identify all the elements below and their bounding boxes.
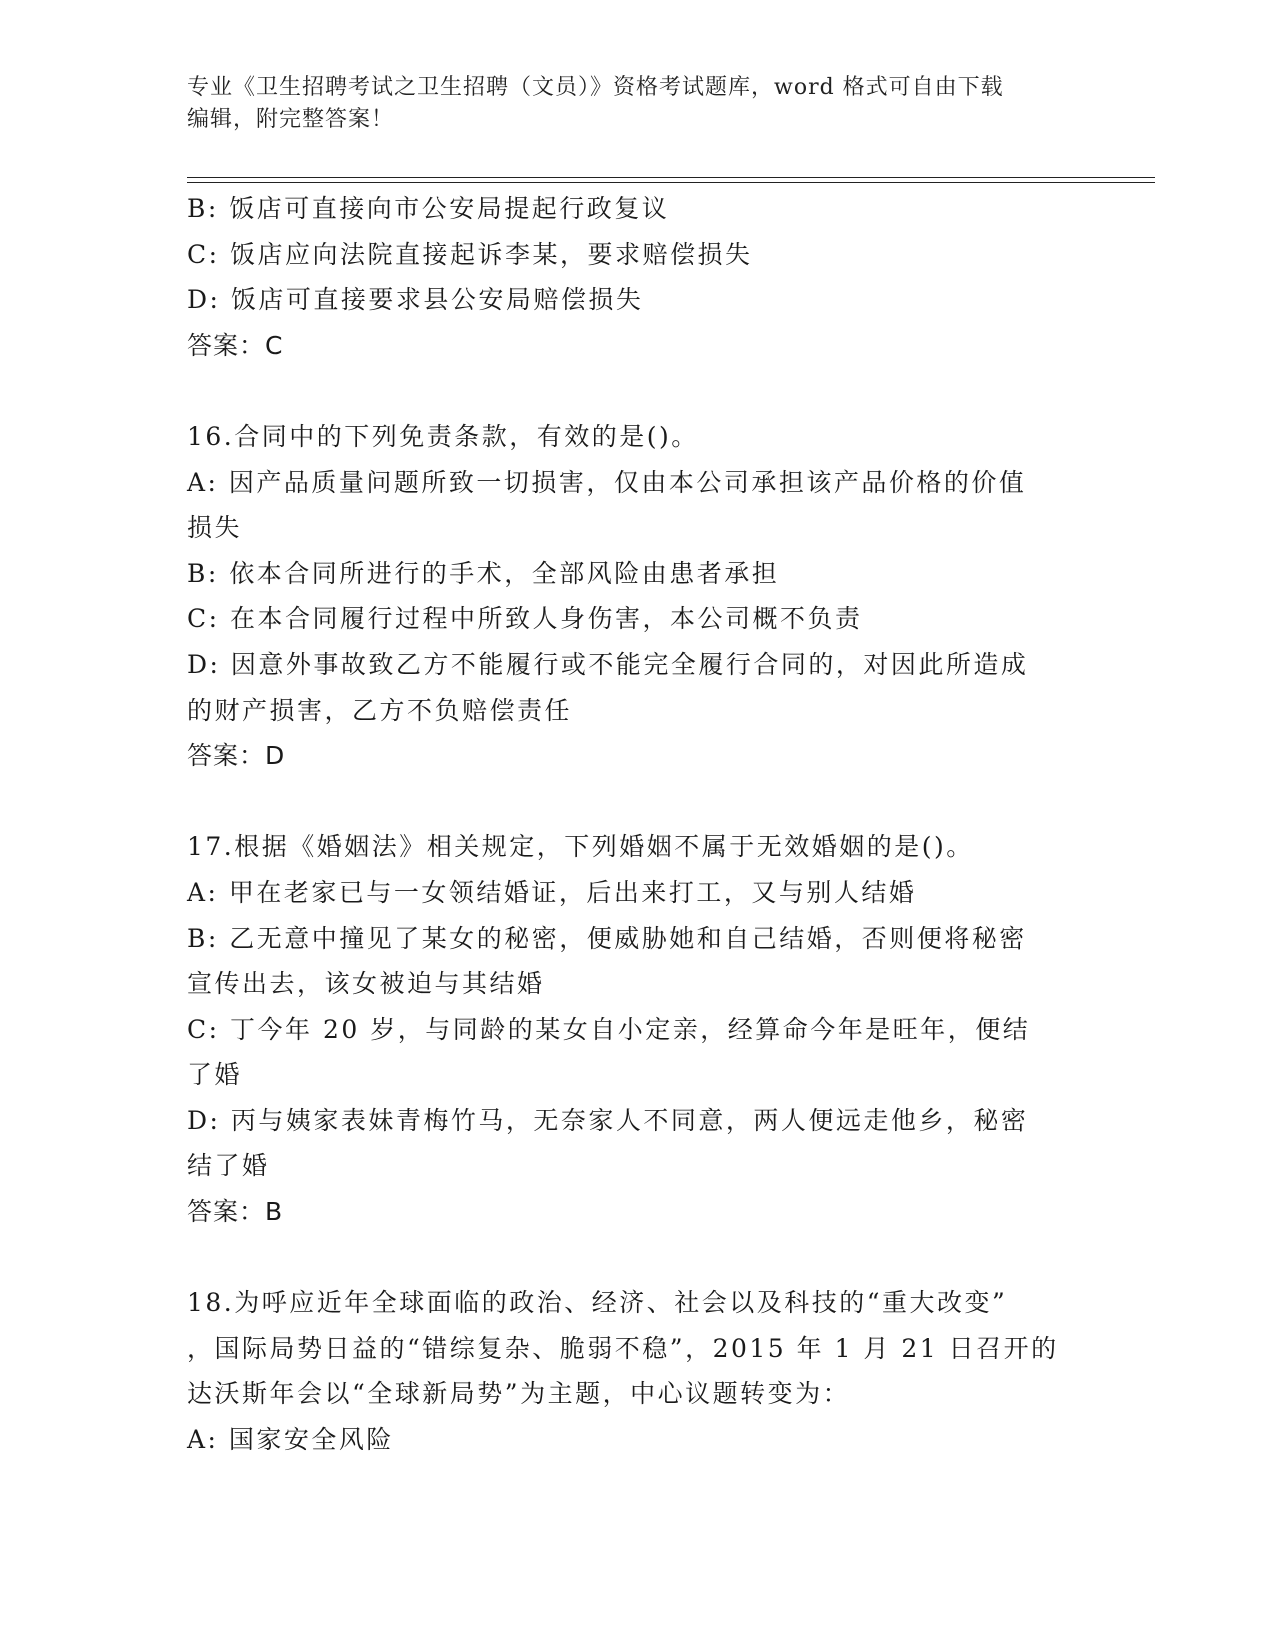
q16-option-a-cont: 损失 xyxy=(187,513,243,543)
q15-answer: 答案：C xyxy=(187,330,284,360)
q16-option-c: C: 在本合同履行过程中所致人身伤害，本公司概不负责 xyxy=(187,604,863,634)
q16-option-d-cont: 的财产损害，乙方不负赔偿责任 xyxy=(187,695,573,725)
q17-option-c-cont: 了婚 xyxy=(187,1060,243,1090)
spacer xyxy=(187,368,1087,414)
q16-option-b: B: 依本合同所进行的手术，全部风险由患者承担 xyxy=(187,558,780,588)
header-divider-top xyxy=(187,177,1155,178)
q15-option-c: C: 饭店应向法院直接起诉李某，要求赔偿损失 xyxy=(187,239,753,269)
q17-option-b-cont: 宣传出去，该女被迫与其结婚 xyxy=(187,969,545,999)
q17-option-d: D: 丙与姨家表妹青梅竹马，无奈家人不同意，两人便远走他乡，秘密 xyxy=(187,1105,1029,1135)
q18-question: 18.为呼应近年全球面临的政治、经济、社会以及科技的“重大改变” xyxy=(187,1288,1008,1318)
spacer xyxy=(187,779,1087,825)
q18-option-a: A: 国家安全风险 xyxy=(187,1425,394,1455)
q17-answer: 答案：B xyxy=(187,1197,284,1227)
header-line-1: 专业《卫生招聘考试之卫生招聘（文员）》资格考试题库，word 格式可自由下载 xyxy=(187,75,1004,100)
q15-option-d: D: 饭店可直接要求县公安局赔偿损失 xyxy=(187,285,644,315)
q17-question: 17.根据《婚姻法》相关规定，下列婚姻不属于无效婚姻的是()。 xyxy=(187,832,974,862)
q16-answer: 答案：D xyxy=(187,741,286,771)
header-line-2: 编辑，附完整答案！ xyxy=(187,107,395,132)
q17-option-b: B: 乙无意中撞见了某女的秘密，便威胁她和自己结婚，否则便将秘密 xyxy=(187,923,1027,953)
q18-question-cont-2: 达沃斯年会以“全球新局势”为主题，中心议题转变为： xyxy=(187,1379,851,1409)
q17-option-c: C: 丁今年 20 岁，与同龄的某女自小定亲，经算命今年是旺年，便结 xyxy=(187,1014,1031,1044)
q16-question: 16.合同中的下列免责条款，有效的是()。 xyxy=(187,421,699,451)
spacer xyxy=(187,1235,1087,1281)
q17-option-d-cont: 结了婚 xyxy=(187,1151,270,1181)
document-header xyxy=(187,72,1087,136)
header-divider-bottom xyxy=(187,182,1155,183)
q18-question-cont-1: ，国际局势日益的“错综复杂、脆弱不稳”，2015 年 1 月 21 日召开的 xyxy=(187,1333,1059,1363)
q15-option-b: B: 饭店可直接向市公安局提起行政复议 xyxy=(187,194,670,223)
document-body xyxy=(187,186,1087,1463)
q16-option-d: D: 因意外事故致乙方不能履行或不能完全履行合同的，对因此所造成 xyxy=(187,649,1029,679)
q16-option-a: A: 因产品质量问题所致一切损害，仅由本公司承担该产品价格的价值 xyxy=(187,467,1027,497)
q17-option-a: A: 甲在老家已与一女领结婚证，后出来打工，又与别人结婚 xyxy=(187,877,917,907)
